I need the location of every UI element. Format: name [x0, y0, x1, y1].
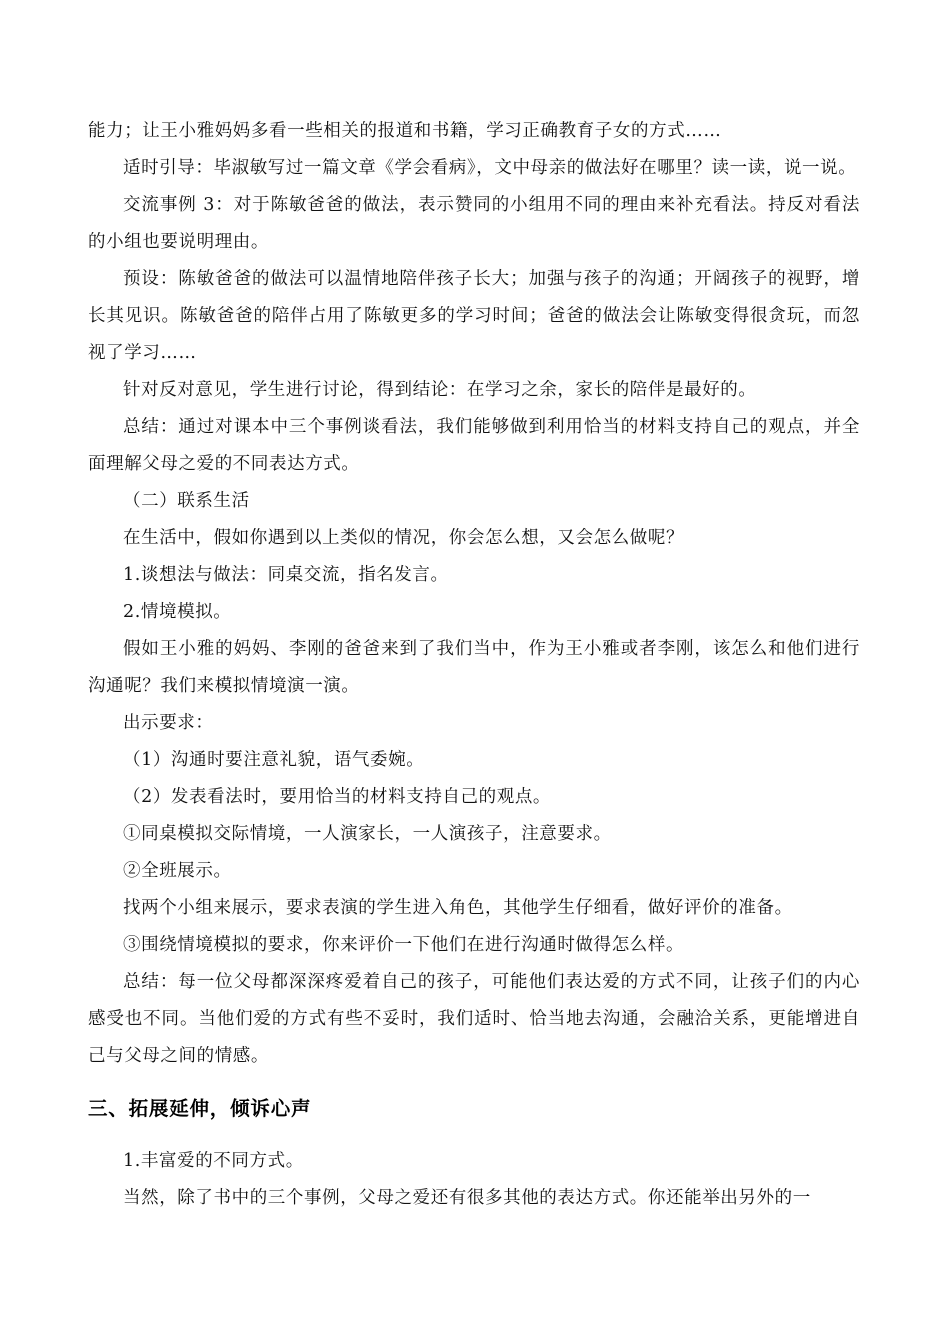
paragraph: 找两个小组来展示，要求表演的学生进入角色，其他学生仔细看，做好评价的准备。	[123, 898, 793, 918]
paragraph: 2.情境模拟。	[123, 602, 232, 622]
paragraphs-before-heading	[88, 113, 860, 1075]
paragraph: 总结：每一位父母都深深疼爱着自己的孩子，可能他们表达爱的方式不同，让孩子们的内心感受也不同。当他们爱的方式有些不妥时，我们适时、恰当地去沟通，会融洽关系，更能增进自己与父母之间的情感。	[88, 972, 860, 1066]
paragraph: 交流事例 3：对于陈敏爸爸的做法，表示赞同的小组用不同的理由来补充看法。持反对看法的小组也要说明理由。	[88, 195, 860, 252]
paragraph: ②全班展示。	[123, 861, 232, 881]
paragraph: 能力；让王小雅妈妈多看一些相关的报道和书籍，学习正确教育子女的方式……	[88, 121, 722, 141]
paragraph: 总结：通过对课本中三个事例谈看法，我们能够做到利用恰当的材料支持自己的观点，并全面理解父母之爱的不同表达方式。	[88, 417, 860, 474]
paragraph: （二）联系生活	[123, 491, 250, 511]
paragraph: 针对反对意见，学生进行讨论，得到结论：在学习之余，家长的陪伴是最好的。	[123, 380, 757, 400]
section-heading: 三、拓展延伸，倾诉心声	[88, 1097, 312, 1120]
document-body	[88, 113, 860, 1217]
paragraph: （2）发表看法时，要用恰当的材料支持自己的观点。	[123, 787, 552, 807]
paragraph: 在生活中，假如你遇到以上类似的情况，你会怎么想，又会怎么做呢？	[123, 528, 685, 548]
paragraph: 假如王小雅的妈妈、李刚的爸爸来到了我们当中，作为王小雅或者李刚，该怎么和他们进行沟通呢？我们来模拟情境演一演。	[88, 639, 860, 696]
paragraph: 适时引导：毕淑敏写过一篇文章《学会看病》，文中母亲的做法好在哪里？读一读，说一说。	[123, 158, 857, 178]
paragraph: （1）沟通时要注意礼貌，语气委婉。	[123, 750, 425, 770]
paragraph: ③围绕情境模拟的要求，你来评价一下他们在进行沟通时做得怎么样。	[123, 935, 685, 955]
paragraph: 1.丰富爱的不同方式。	[123, 1151, 304, 1171]
paragraph: ①同桌模拟交际情境，一人演家长，一人演孩子，注意要求。	[123, 824, 612, 844]
paragraph: 当然，除了书中的三个事例，父母之爱还有很多其他的表达方式。你还能举出另外的一	[123, 1188, 811, 1208]
paragraph: 出示要求：	[123, 713, 214, 733]
paragraph: 1.谈想法与做法：同桌交流，指名发言。	[123, 565, 449, 585]
paragraphs-after-heading	[88, 1143, 860, 1217]
paragraph: 预设：陈敏爸爸的做法可以温情地陪伴孩子长大；加强与孩子的沟通；开阔孩子的视野，增长其见识。陈敏爸爸的陪伴占用了陈敏更多的学习时间；爸爸的做法会让陈敏变得很贪玩，而忽视了学习……	[88, 269, 860, 363]
